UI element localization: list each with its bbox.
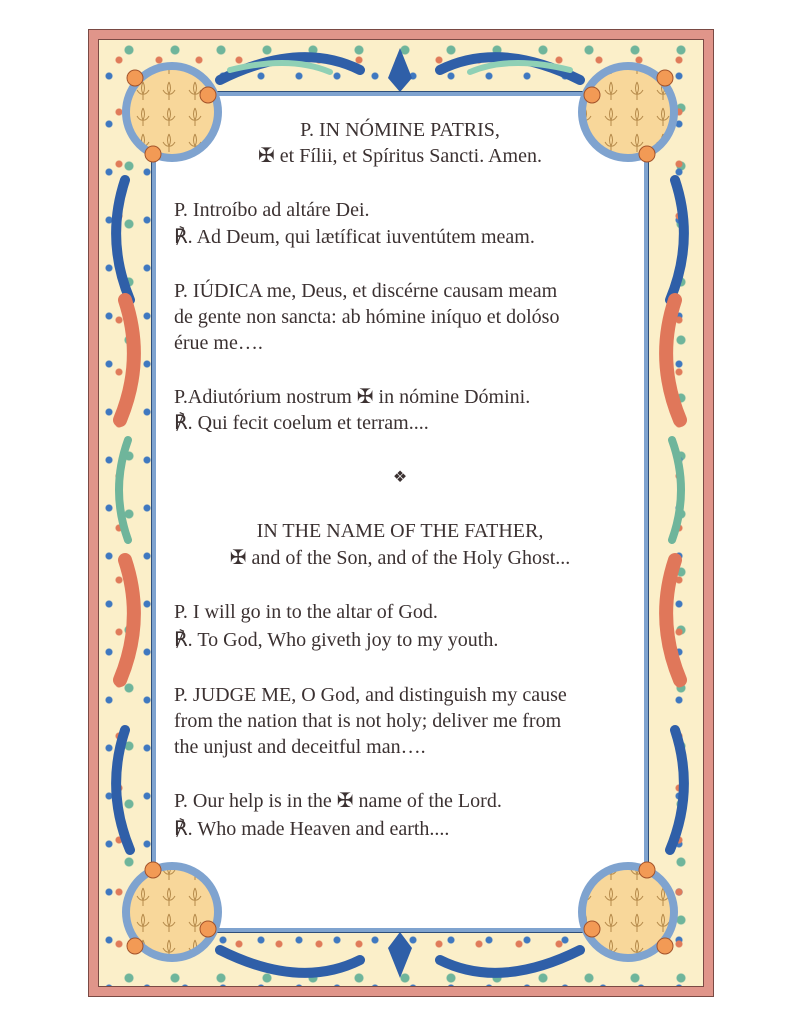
medallion-bottom-right: [582, 862, 674, 958]
english-title: IN THE NAME OF THE FATHER,: [256, 520, 544, 542]
latin-verse-1-priest: P. Introíbo ad altáre Dei.: [174, 199, 370, 221]
english-verse-3-response: ℟. Who made Heaven and earth....: [174, 818, 450, 840]
english-verse-2-line-3: the unjust and deceitful man….: [174, 736, 426, 758]
latin-subtitle: ✠ et Fílii, et Spíritus Sancti. Amen.: [258, 145, 542, 167]
latin-title: P. IN NÓMINE PATRIS,: [300, 119, 500, 141]
english-verse-1-response: ℟. To God, Who giveth joy to my youth.: [174, 629, 499, 651]
latin-verse-3-response: ℟. Qui fecit coelum et terram....: [174, 412, 429, 434]
english-subtitle: ✠ and of the Son, and of the Holy Ghost...: [229, 547, 571, 569]
english-verse-2-line-1: P. JUDGE ME, O God, and distinguish my cause: [174, 684, 567, 706]
medallion-bottom-left: [126, 862, 218, 958]
latin-verse-3-priest: P.Adiutórium nostrum ✠ in nómine Dómini.: [174, 386, 531, 408]
english-verse-2-line-2: from the nation that is not holy; deliver me from: [174, 710, 562, 732]
english-verse-3-priest: P. Our help is in the ✠ name of the Lord.: [174, 790, 502, 812]
latin-verse-2-line-2: de gente non sancta: ab hómine iníquo et dolóso: [174, 306, 560, 328]
latin-verse-2-line-1: P. IÚDICA me, Deus, et discérne causam meam: [174, 280, 558, 302]
section-separator: ❖: [392, 469, 408, 486]
latin-verse-2-line-3: érue me….: [174, 332, 263, 354]
english-verse-1-priest: P. I will go in to the altar of God.: [174, 601, 438, 623]
latin-verse-1-response: ℟. Ad Deum, qui lætíficat iuventútem meam.: [174, 226, 535, 248]
